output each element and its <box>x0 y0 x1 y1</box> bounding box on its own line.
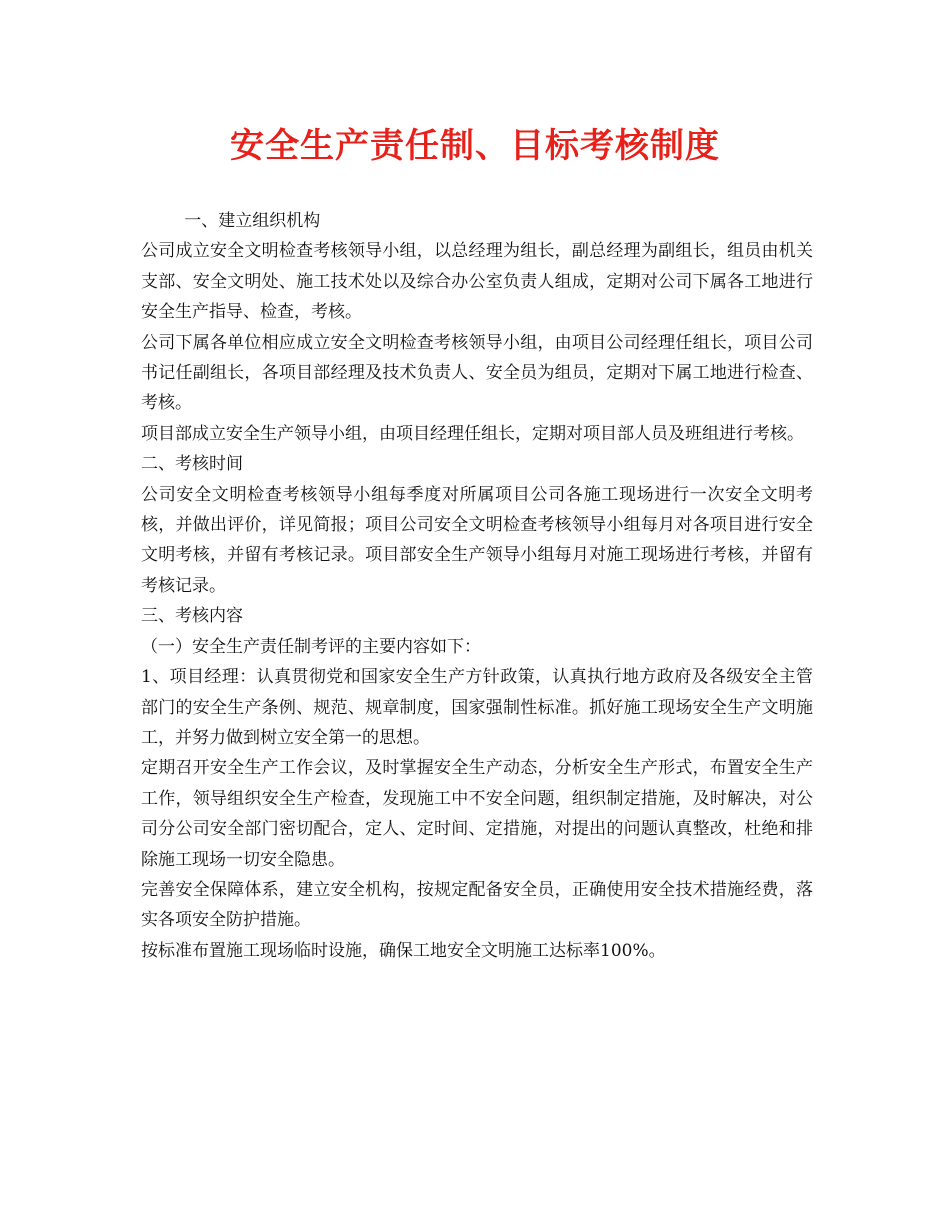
paragraph: 按标准布置施工现场临时设施，确保工地安全文明施工达标率100%。 <box>141 940 666 961</box>
section-heading-assessment-time: 二、考核时间 <box>141 454 243 475</box>
subsection-heading: （一）安全生产责任制考评的主要内容如下： <box>141 636 481 657</box>
document-body <box>141 206 813 966</box>
paragraph: 项目部成立安全生产领导小组，由项目经理任组长，定期对项目部人员及班组进行考核。 <box>141 423 804 444</box>
paragraph: 定期召开安全生产工作会议，及时掌握安全生产动态，分析安全生产形式，布置安全生产工作，领导组织安全生产检查，发现施工中不安全问题，组织制定措施，及时解决，对公司分公司安全部门密切配合，定人、定时间、定措施，对提出的问题认真整改，杜绝和排除施工现场一切安全隐患。 <box>141 758 813 870</box>
section-heading-organization: 一、建立组织机构 <box>141 211 321 231</box>
paragraph: 完善安全保障体系，建立安全机构，按规定配备安全员，正确使用安全技术措施经费，落实各项安全防护措施。 <box>141 879 813 931</box>
paragraph: 公司安全文明检查考核领导小组每季度对所属项目公司各施工现场进行一次安全文明考核，并做出评价，详见简报；项目公司安全文明检查考核领导小组每月对各项目进行安全文明考核，并留有考核记录。项目部安全生产领导小组每月对施工现场进行考核，并留有考核记录。 <box>141 484 813 596</box>
section-heading-assessment-content: 三、考核内容 <box>141 606 243 627</box>
paragraph: 1、项目经理：认真贯彻党和国家安全生产方针政策，认真执行地方政府及各级安全主管部门的安全生产条例、规范、规章制度，国家强制性标准。抓好施工现场安全生产文明施工，并努力做到树立安全第一的思想。 <box>141 667 813 748</box>
paragraph: 公司成立安全文明检查考核领导小组，以总经理为组长，副总经理为副组长，组员由机关支部、安全文明处、施工技术处以及综合办公室负责人组成，定期对公司下属各工地进行安全生产指导、检查，考核。 <box>141 241 813 323</box>
document-title: 安全生产责任制、目标考核制度 <box>230 126 720 166</box>
paragraph: 公司下属各单位相应成立安全文明检查考核领导小组，由项目公司经理任组长，项目公司书记任副组长，各项目部经理及技术负责人、安全员为组员，定期对下属工地进行检查、考核。 <box>141 332 813 414</box>
